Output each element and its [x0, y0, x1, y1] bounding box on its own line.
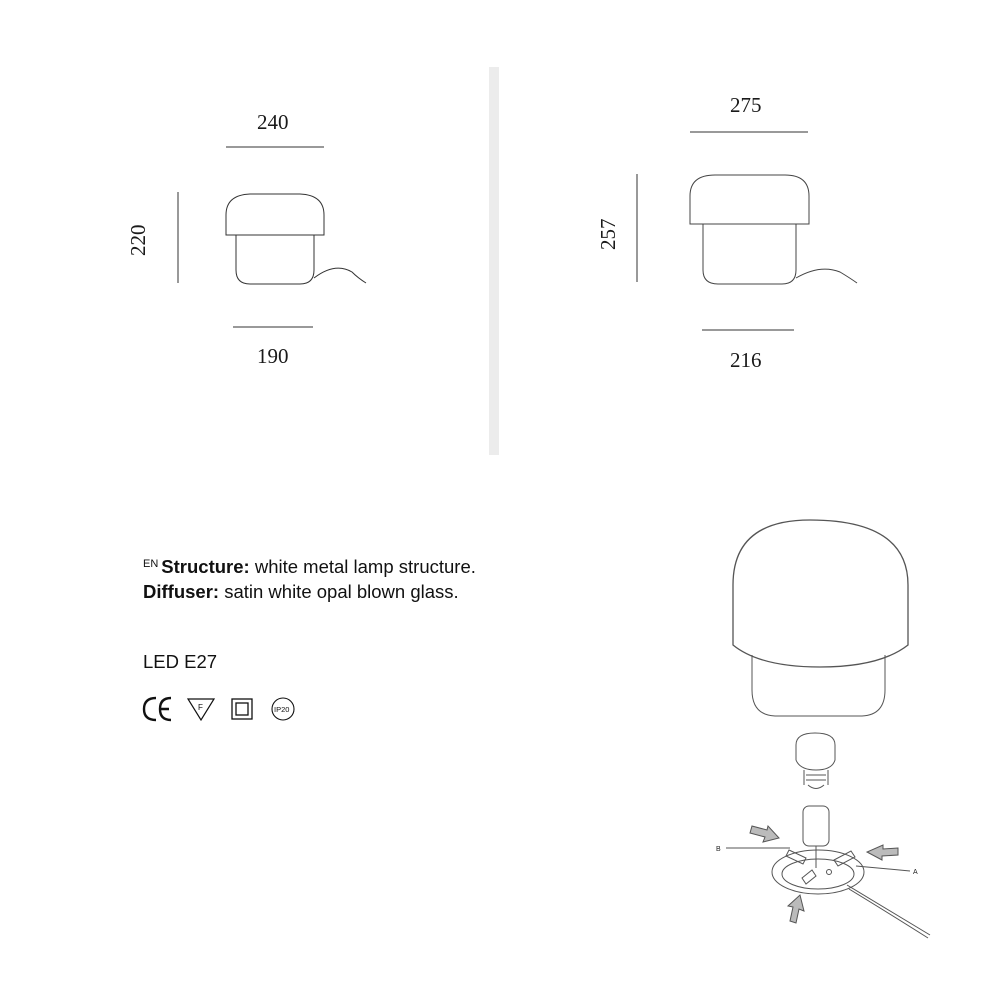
- svg-text:F: F: [198, 703, 203, 712]
- large-lamp-drawing: [690, 175, 857, 284]
- light-source: LED E27: [143, 651, 218, 672]
- small-height: 220: [126, 224, 150, 256]
- label-a: A: [913, 869, 918, 876]
- class-ii-icon: [232, 699, 252, 719]
- f-mark-icon: [188, 699, 214, 720]
- small-lamp-drawing: [226, 194, 366, 284]
- diffuser-label: Diffuser:: [143, 581, 220, 602]
- structure-label: Structure:: [161, 556, 250, 577]
- structure-text: white metal lamp structure.: [249, 556, 476, 577]
- small-top-width: 240: [257, 110, 289, 134]
- ip20-icon: [272, 698, 294, 720]
- label-b: B: [716, 846, 721, 853]
- certification-icons: [140, 693, 310, 725]
- small-base-width: 190: [257, 344, 289, 368]
- arrow-left-icon: [750, 826, 779, 842]
- large-top-width: 275: [730, 93, 762, 117]
- assembly-drawing: [726, 520, 930, 938]
- large-base-width: 216: [730, 348, 762, 372]
- diffuser-text: satin white opal blown glass.: [219, 581, 459, 602]
- product-description: [143, 552, 488, 604]
- ce-mark-icon: [144, 698, 171, 720]
- large-height: 257: [596, 218, 620, 250]
- svg-text:IP20: IP20: [274, 705, 290, 714]
- arrow-bottom-icon: [788, 895, 804, 923]
- arrow-right-icon: [867, 845, 898, 860]
- language-code: EN: [143, 558, 159, 570]
